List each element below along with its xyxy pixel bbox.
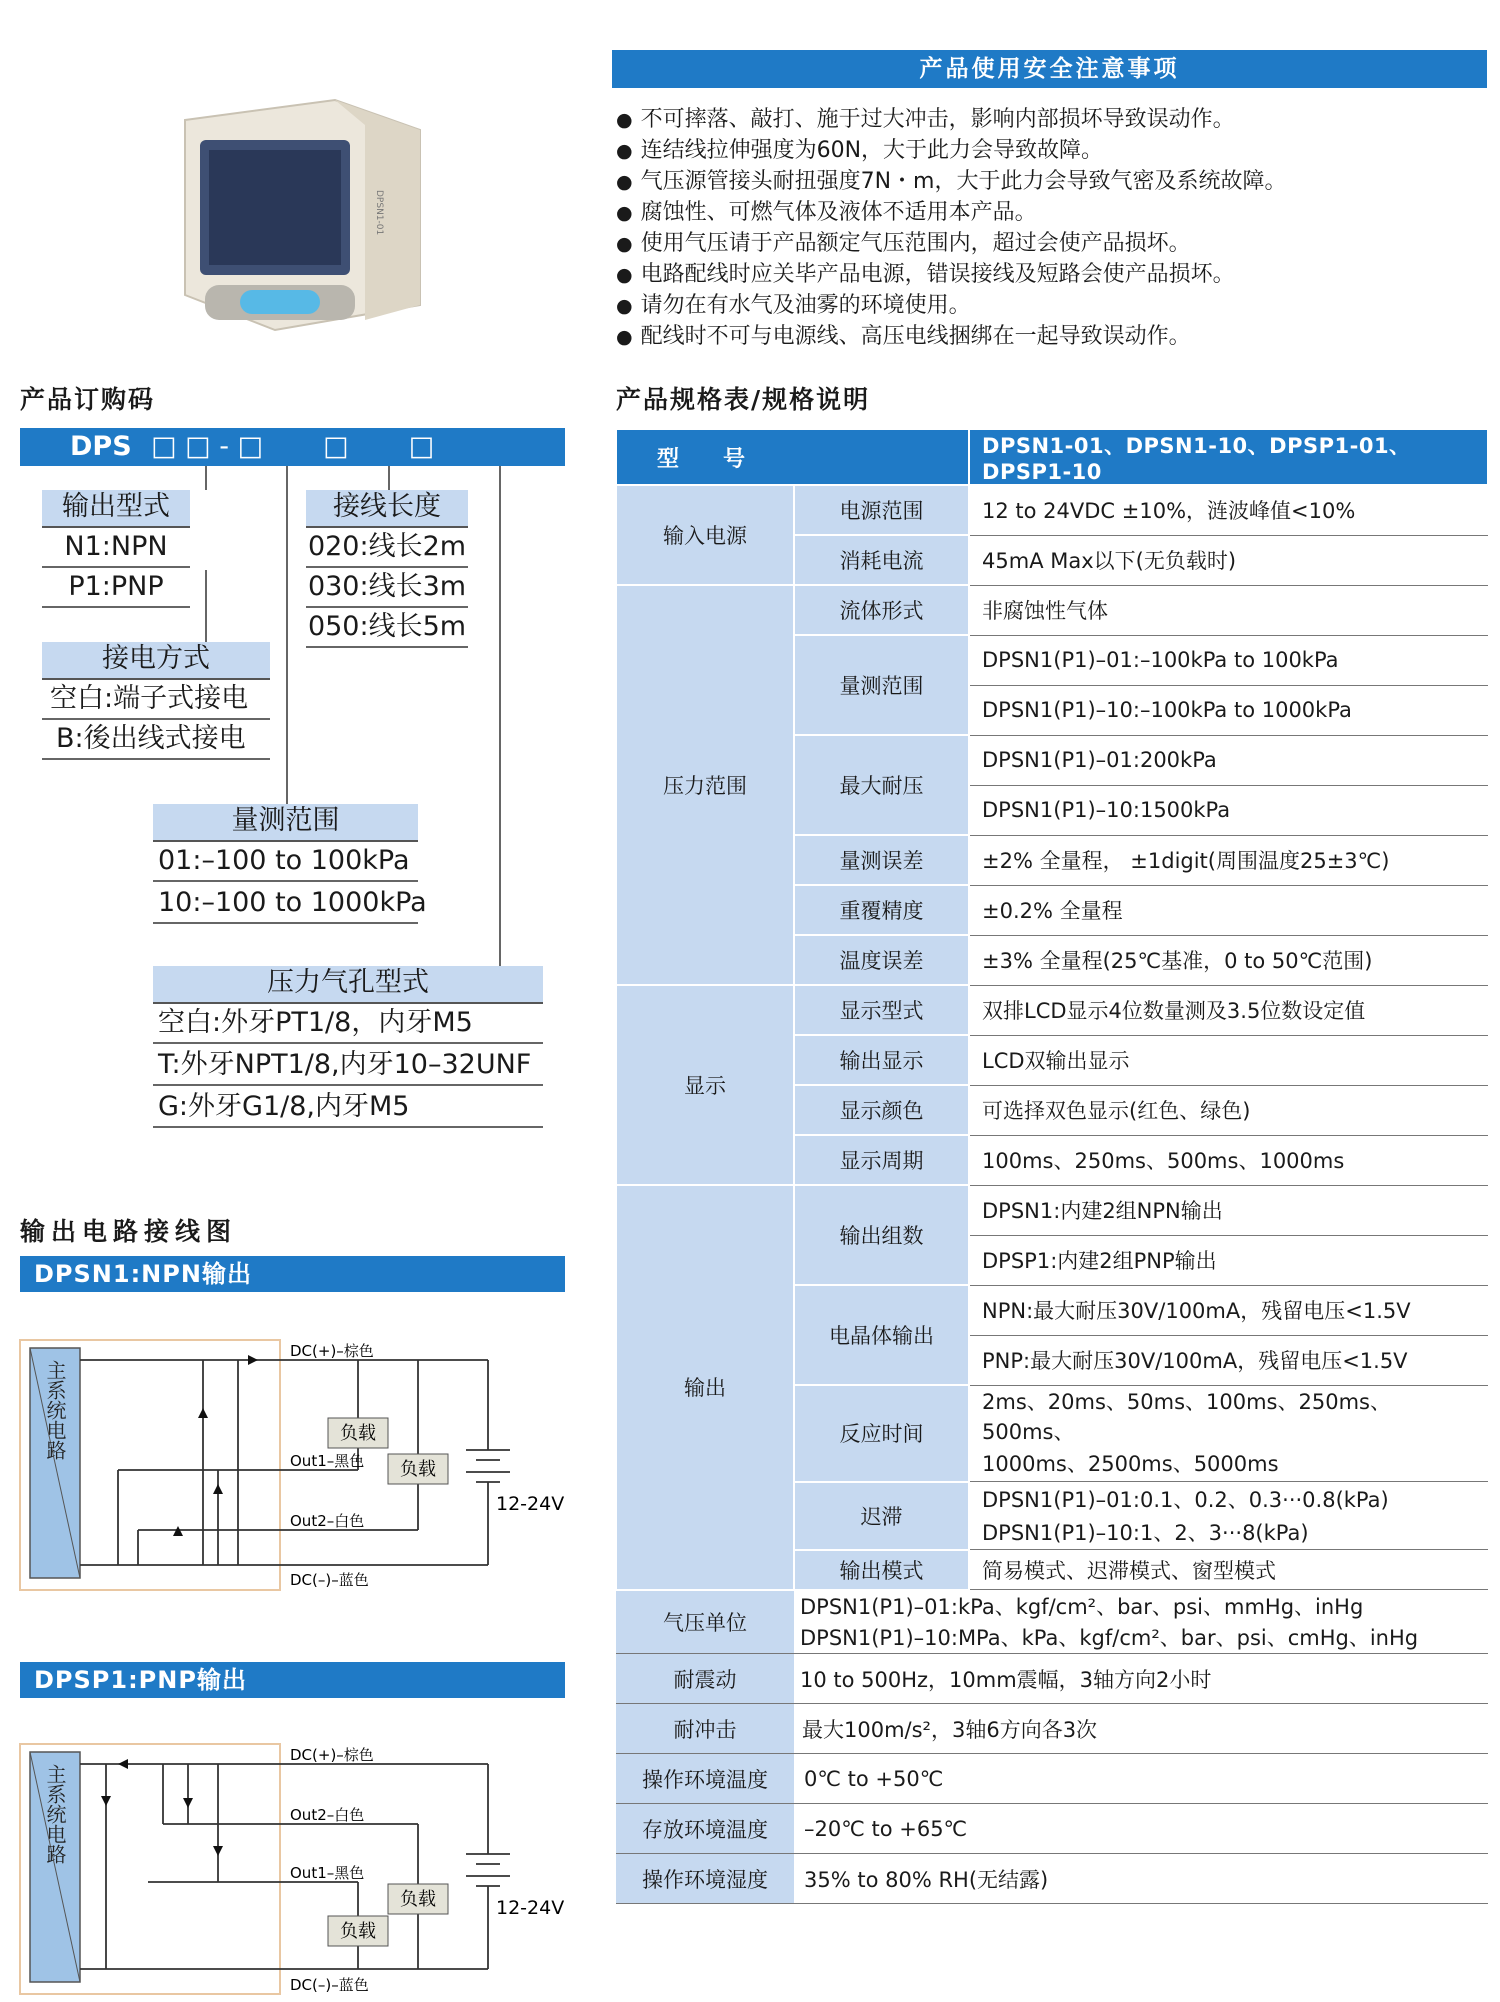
spec-value: NPN:最大耐压30V/100mA，残留电压<1.5V bbox=[969, 1285, 1488, 1335]
spec-value: 35% to 80% RH(无结露) bbox=[794, 1854, 1488, 1904]
spec-row bbox=[616, 1804, 1488, 1854]
wire-length-label: 接线长度 bbox=[306, 490, 468, 528]
group-output: 输出 bbox=[616, 1185, 794, 1590]
safety-item: ● 配线时不可与电源线、高压电线捆绑在一起导致误动作。 bbox=[616, 322, 1191, 352]
safety-item: ● 气压源管接头耐扭强度7N・m，大于此力会导致气密及系统故障。 bbox=[616, 167, 1286, 197]
spec-row bbox=[616, 1185, 1488, 1235]
spec-value: DPSN1:内建2组NPN输出 bbox=[969, 1185, 1488, 1235]
pnp-title: DPSP1:PNP输出 bbox=[20, 1662, 565, 1698]
spec-label: 最大耐压 bbox=[794, 735, 969, 835]
spec-value: DPSN1(P1)–10:1、2、3···8(kPa) bbox=[969, 1516, 1488, 1550]
spec-value: 可选择双色显示(红色、绿色) bbox=[969, 1085, 1488, 1135]
spec-label: 迟滞 bbox=[794, 1482, 969, 1550]
npn-title: DPSN1:NPN输出 bbox=[20, 1256, 565, 1292]
wire-length-option: 020:线长2m bbox=[306, 528, 468, 568]
pnp-main-label: 主系统电路 bbox=[43, 1764, 67, 1864]
port-option: G:外牙G1/8,内牙M5 bbox=[153, 1088, 543, 1128]
output-type-label: 输出型式 bbox=[42, 490, 190, 528]
spec-row bbox=[616, 485, 1488, 535]
pnp-out2: Out2–白色 bbox=[290, 1806, 365, 1824]
spec-label: 显示周期 bbox=[794, 1135, 969, 1185]
output-type-option: P1:PNP bbox=[42, 568, 190, 608]
connector-line bbox=[388, 466, 390, 490]
spec-value: DPSN1(P1)–10:MPa、kPa、kgf/cm²、bar、psi、cmHg、inHg bbox=[794, 1622, 1488, 1654]
pnp-load-2: 负载 bbox=[340, 1921, 376, 1942]
connection-option: 空白:端子式接电 bbox=[42, 680, 270, 720]
pnp-wiring-diagram bbox=[18, 1734, 578, 2002]
npn-out2: Out2–白色 bbox=[290, 1512, 365, 1530]
svg-text:DPSN1-01: DPSN1-01 bbox=[374, 190, 384, 236]
spec-table bbox=[615, 428, 1489, 1904]
connector-line bbox=[499, 466, 501, 966]
wire-length-option: 030:线长3m bbox=[306, 568, 468, 608]
spec-row bbox=[616, 1654, 1488, 1704]
npn-voltage: 12-24V bbox=[496, 1493, 565, 1515]
spec-label: 存放环境温度 bbox=[616, 1804, 794, 1854]
spec-row bbox=[616, 1854, 1488, 1904]
spec-value: 12 to 24VDC ±10%，涟波峰值<10% bbox=[969, 485, 1488, 535]
model-label: 型 号 bbox=[616, 429, 969, 485]
spec-value: DPSN1(P1)–10:–100kPa to 1000kPa bbox=[969, 685, 1488, 735]
spec-label: 显示颜色 bbox=[794, 1085, 969, 1135]
range-option: 10:–100 to 1000kPa bbox=[153, 884, 418, 924]
spec-value: 10 to 500Hz，10mm震幅，3轴方向2小时 bbox=[794, 1654, 1488, 1704]
spec-label: 电晶体输出 bbox=[794, 1285, 969, 1385]
port-label: 压力气孔型式 bbox=[153, 966, 543, 1004]
spec-label: 重覆精度 bbox=[794, 885, 969, 935]
pnp-out1: Out1–黑色 bbox=[290, 1864, 365, 1882]
connector-line bbox=[205, 570, 207, 642]
port-option: 空白:外牙PT1/8，内牙M5 bbox=[153, 1004, 543, 1044]
spec-value: 0℃ to +50℃ bbox=[794, 1754, 1488, 1804]
spec-value: 2ms、20ms、50ms、100ms、250ms、500ms、 bbox=[969, 1385, 1488, 1446]
spec-value: ±0.2% 全量程 bbox=[969, 885, 1488, 935]
pnp-load-1: 负载 bbox=[400, 1889, 436, 1910]
spec-label: 输出组数 bbox=[794, 1185, 969, 1285]
spec-label: 温度误差 bbox=[794, 935, 969, 985]
spec-label: 输出模式 bbox=[794, 1550, 969, 1590]
spec-label: 流体形式 bbox=[794, 585, 969, 635]
spec-label: 反应时间 bbox=[794, 1385, 969, 1482]
spec-value: 45mA Max以下(无负载时) bbox=[969, 535, 1488, 585]
npn-out1: Out1–黑色 bbox=[290, 1452, 365, 1470]
spec-value: PNP:最大耐压30V/100mA，残留电压<1.5V bbox=[969, 1335, 1488, 1385]
wire-length-option: 050:线长5m bbox=[306, 608, 468, 648]
wiring-title: 输出电路接线图 bbox=[20, 1217, 238, 1246]
safety-title: 产品使用安全注意事项 bbox=[612, 50, 1487, 88]
spec-label: 电源范围 bbox=[794, 485, 969, 535]
npn-load-2: 负载 bbox=[400, 1459, 436, 1480]
npn-wiring-diagram bbox=[18, 1330, 578, 1600]
spec-label: 消耗电流 bbox=[794, 535, 969, 585]
spec-header-row bbox=[616, 429, 1488, 485]
port-option: T:外牙NPT1/8,内牙10–32UNF bbox=[153, 1046, 543, 1086]
order-code-title: 产品订购码 bbox=[20, 385, 156, 414]
model-value: DPSN1-01、DPSN1-10、DPSP1-01、DPSP1-10 bbox=[969, 429, 1488, 485]
spec-row bbox=[616, 1590, 1488, 1622]
pnp-voltage: 12-24V bbox=[496, 1897, 565, 1919]
product-image bbox=[165, 70, 430, 335]
spec-label: 显示型式 bbox=[794, 985, 969, 1035]
spec-value: 简易模式、迟滞模式、窗型模式 bbox=[969, 1550, 1488, 1590]
spec-value: DPSP1:内建2组PNP输出 bbox=[969, 1235, 1488, 1285]
safety-item: ● 使用气压请于产品额定气压范围内，超过会使产品损坏。 bbox=[616, 229, 1191, 259]
spec-label: 气压单位 bbox=[616, 1590, 794, 1654]
spec-label: 操作环境湿度 bbox=[616, 1854, 794, 1904]
spec-value: DPSN1(P1)–10:1500kPa bbox=[969, 785, 1488, 835]
spec-label: 耐冲击 bbox=[616, 1704, 794, 1754]
npn-dc-minus: DC(–)–蓝色 bbox=[290, 1571, 369, 1589]
spec-row bbox=[616, 985, 1488, 1035]
connector-line bbox=[205, 466, 207, 490]
spec-value: DPSN1(P1)–01:kPa、kgf/cm²、bar、psi、mmHg、inHg bbox=[794, 1590, 1488, 1622]
spec-label: 输出显示 bbox=[794, 1035, 969, 1085]
spec-label: 操作环境温度 bbox=[616, 1754, 794, 1804]
output-type-option: N1:NPN bbox=[42, 528, 190, 568]
spec-label: 量测范围 bbox=[794, 635, 969, 735]
group-pressure: 压力范围 bbox=[616, 585, 794, 985]
spec-row bbox=[616, 1754, 1488, 1804]
npn-load-1: 负载 bbox=[340, 1423, 376, 1444]
spec-value: –20℃ to +65℃ bbox=[794, 1804, 1488, 1854]
order-code-prefix: DPS bbox=[70, 431, 132, 462]
spec-value: 非腐蚀性气体 bbox=[969, 585, 1488, 635]
safety-item: ● 腐蚀性、可燃气体及液体不适用本产品。 bbox=[616, 198, 1037, 228]
range-label: 量测范围 bbox=[153, 804, 418, 842]
npn-dc-plus: DC(+)–棕色 bbox=[290, 1342, 374, 1360]
pnp-dc-minus: DC(–)–蓝色 bbox=[290, 1976, 369, 1994]
safety-item: ● 电路配线时应关毕产品电源，错误接线及短路会使产品损坏。 bbox=[616, 260, 1235, 290]
safety-item: ● 请勿在有水气及油雾的环境使用。 bbox=[616, 291, 971, 321]
npn-main-label: 主系统电路 bbox=[43, 1360, 67, 1460]
spec-label: 量测误差 bbox=[794, 835, 969, 885]
spec-value: 双排LCD显示4位数量测及3.5位数设定值 bbox=[969, 985, 1488, 1035]
spec-value: ±3% 全量程(25℃基准，0 to 50℃范围) bbox=[969, 935, 1488, 985]
connection-label: 接电方式 bbox=[42, 642, 270, 680]
spec-value: 1000ms、2500ms、5000ms bbox=[969, 1446, 1488, 1482]
pnp-dc-plus: DC(+)–棕色 bbox=[290, 1746, 374, 1764]
connection-option: B:後出线式接电 bbox=[42, 720, 270, 760]
group-display: 显示 bbox=[616, 985, 794, 1185]
spec-value: DPSN1(P1)–01:200kPa bbox=[969, 735, 1488, 785]
connector-line bbox=[286, 466, 288, 804]
order-code-boxes: □ □ - □ □ □ bbox=[151, 431, 435, 462]
group-input: 输入电源 bbox=[616, 485, 794, 585]
spec-row bbox=[616, 585, 1488, 635]
spec-value: DPSN1(P1)–01:–100kPa to 100kPa bbox=[969, 635, 1488, 685]
safety-item: ● 连结线拉伸强度为60N，大于此力会导致故障。 bbox=[616, 136, 1103, 166]
range-option: 01:–100 to 100kPa bbox=[153, 842, 418, 882]
spec-value: ±2% 全量程， ±1digit(周围温度25±3℃) bbox=[969, 835, 1488, 885]
spec-row bbox=[616, 1704, 1488, 1754]
safety-item: ● 不可摔落、敲打、施于过大冲击，影响内部损坏导致误动作。 bbox=[616, 105, 1235, 135]
spec-value: 100ms、250ms、500ms、1000ms bbox=[969, 1135, 1488, 1185]
spec-value: 最大100m/s²，3轴6方向各3次 bbox=[794, 1704, 1488, 1754]
spec-label: 耐震动 bbox=[616, 1654, 794, 1704]
spec-title: 产品规格表/规格说明 bbox=[616, 385, 871, 414]
order-code-bar bbox=[20, 428, 565, 466]
spec-value: DPSN1(P1)–01:0.1、0.2、0.3···0.8(kPa) bbox=[969, 1482, 1488, 1516]
spec-value: LCD双输出显示 bbox=[969, 1035, 1488, 1085]
